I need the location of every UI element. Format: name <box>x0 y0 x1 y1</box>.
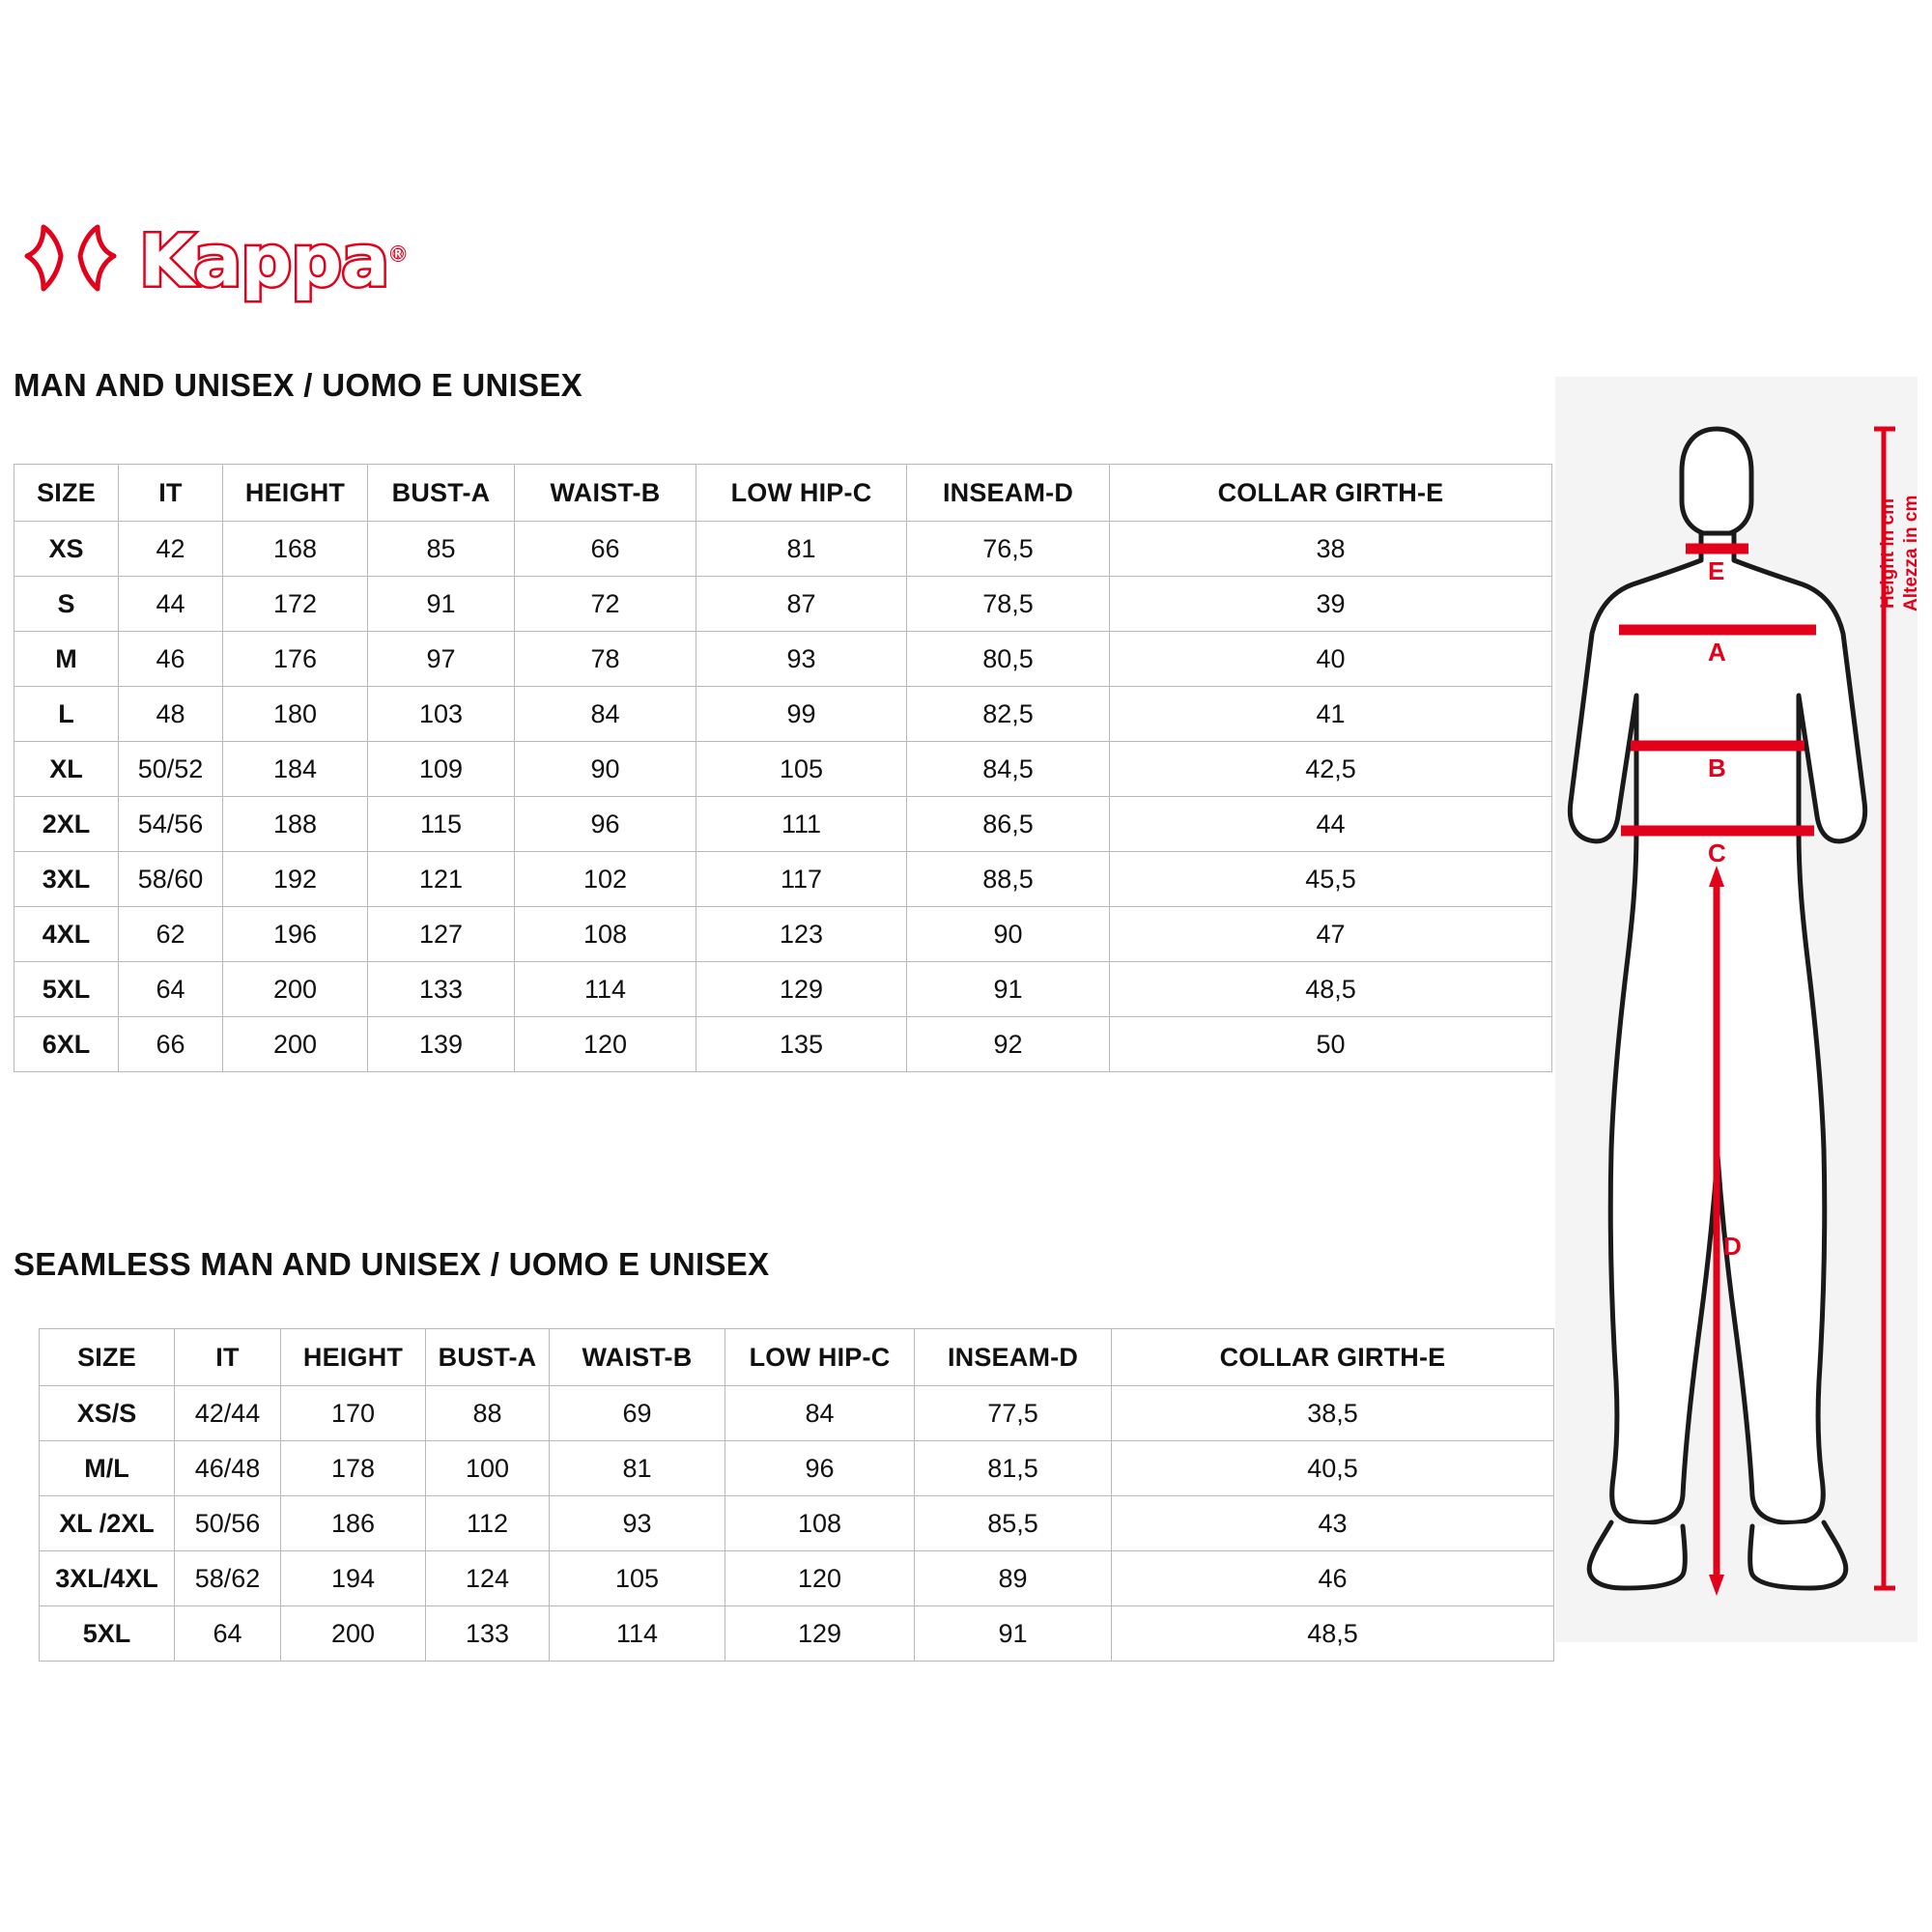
cell-collar-girth: 50 <box>1110 1017 1552 1072</box>
cell-low-hip: 96 <box>725 1441 915 1496</box>
table-row <box>14 577 1552 632</box>
cell-inseam: 78,5 <box>907 577 1110 632</box>
cell-height: 200 <box>281 1606 426 1662</box>
registered-mark: ® <box>388 242 408 267</box>
column-header: INSEAM-D <box>907 465 1110 522</box>
cell-low-hip: 129 <box>725 1606 915 1662</box>
brand-logo <box>14 214 526 301</box>
cell-bust: 91 <box>368 577 515 632</box>
cell-it: 58/60 <box>119 852 223 907</box>
table-row <box>14 742 1552 797</box>
table-row <box>40 1551 1554 1606</box>
cell-collar-girth: 38 <box>1110 522 1552 577</box>
cell-inseam: 90 <box>907 907 1110 962</box>
cell-low-hip: 135 <box>696 1017 907 1072</box>
column-header: HEIGHT <box>223 465 368 522</box>
cell-inseam: 91 <box>907 962 1110 1017</box>
cell-bust: 133 <box>426 1606 550 1662</box>
cell-collar-girth: 44 <box>1110 797 1552 852</box>
cell-it: 44 <box>119 577 223 632</box>
cell-height: 186 <box>281 1496 426 1551</box>
cell-bust: 109 <box>368 742 515 797</box>
cell-bust: 100 <box>426 1441 550 1496</box>
section-title-man-unisex: MAN AND UNISEX / UOMO E UNISEX <box>14 367 582 403</box>
cell-height: 200 <box>223 962 368 1017</box>
cell-inseam: 84,5 <box>907 742 1110 797</box>
column-header: WAIST-B <box>550 1329 725 1386</box>
cell-low-hip: 81 <box>696 522 907 577</box>
cell-collar-girth: 40 <box>1110 632 1552 687</box>
cell-waist: 78 <box>515 632 696 687</box>
cell-bust: 127 <box>368 907 515 962</box>
cell-it: 66 <box>119 1017 223 1072</box>
table-row <box>40 1441 1554 1496</box>
cell-size: 5XL <box>14 962 119 1017</box>
cell-waist: 84 <box>515 687 696 742</box>
cell-waist: 66 <box>515 522 696 577</box>
column-header: COLLAR GIRTH-E <box>1110 465 1552 522</box>
cell-size: 5XL <box>40 1606 175 1662</box>
table-row <box>40 1496 1554 1551</box>
cell-collar-girth: 41 <box>1110 687 1552 742</box>
cell-it: 64 <box>175 1606 281 1662</box>
cell-inseam: 86,5 <box>907 797 1110 852</box>
table-row <box>14 632 1552 687</box>
column-header: SIZE <box>14 465 119 522</box>
column-header: BUST-A <box>426 1329 550 1386</box>
table-row <box>14 962 1552 1017</box>
column-header: BUST-A <box>368 465 515 522</box>
cell-waist: 114 <box>515 962 696 1017</box>
cell-waist: 96 <box>515 797 696 852</box>
cell-size: S <box>14 577 119 632</box>
cell-collar-girth: 48,5 <box>1110 962 1552 1017</box>
cell-collar-girth: 45,5 <box>1110 852 1552 907</box>
cell-height: 172 <box>223 577 368 632</box>
cell-collar-girth: 47 <box>1110 907 1552 962</box>
cell-collar-girth: 42,5 <box>1110 742 1552 797</box>
cell-inseam: 81,5 <box>915 1441 1112 1496</box>
cell-size: 4XL <box>14 907 119 962</box>
column-header: HEIGHT <box>281 1329 426 1386</box>
column-header: LOW HIP-C <box>725 1329 915 1386</box>
cell-it: 48 <box>119 687 223 742</box>
cell-size: 2XL <box>14 797 119 852</box>
cell-size: M <box>14 632 119 687</box>
cell-low-hip: 120 <box>725 1551 915 1606</box>
marker-A: A <box>1708 638 1726 667</box>
cell-height: 178 <box>281 1441 426 1496</box>
cell-size: M/L <box>40 1441 175 1496</box>
cell-low-hip: 129 <box>696 962 907 1017</box>
cell-size: 6XL <box>14 1017 119 1072</box>
cell-low-hip: 105 <box>696 742 907 797</box>
cell-inseam: 76,5 <box>907 522 1110 577</box>
cell-it: 42/44 <box>175 1386 281 1441</box>
cell-height: 184 <box>223 742 368 797</box>
cell-size: XL <box>14 742 119 797</box>
height-label-it: Altezza in cm <box>1901 495 1921 611</box>
cell-waist: 114 <box>550 1606 725 1662</box>
table-row <box>14 797 1552 852</box>
cell-inseam: 80,5 <box>907 632 1110 687</box>
cell-height: 168 <box>223 522 368 577</box>
cell-waist: 93 <box>550 1496 725 1551</box>
cell-height: 170 <box>281 1386 426 1441</box>
cell-waist: 108 <box>515 907 696 962</box>
column-header: IT <box>175 1329 281 1386</box>
cell-bust: 115 <box>368 797 515 852</box>
cell-waist: 105 <box>550 1551 725 1606</box>
cell-bust: 88 <box>426 1386 550 1441</box>
cell-waist: 69 <box>550 1386 725 1441</box>
cell-it: 46/48 <box>175 1441 281 1496</box>
cell-bust: 124 <box>426 1551 550 1606</box>
cell-waist: 90 <box>515 742 696 797</box>
cell-it: 46 <box>119 632 223 687</box>
cell-low-hip: 117 <box>696 852 907 907</box>
column-header: INSEAM-D <box>915 1329 1112 1386</box>
table-header-row <box>14 465 1552 522</box>
column-header: SIZE <box>40 1329 175 1386</box>
table-row <box>14 1017 1552 1072</box>
cell-inseam: 77,5 <box>915 1386 1112 1441</box>
table-row <box>40 1386 1554 1441</box>
cell-inseam: 82,5 <box>907 687 1110 742</box>
cell-low-hip: 93 <box>696 632 907 687</box>
cell-collar-girth: 39 <box>1110 577 1552 632</box>
cell-height: 200 <box>223 1017 368 1072</box>
cell-inseam: 89 <box>915 1551 1112 1606</box>
cell-collar-girth: 48,5 <box>1112 1606 1554 1662</box>
cell-waist: 120 <box>515 1017 696 1072</box>
cell-it: 42 <box>119 522 223 577</box>
table-row <box>14 687 1552 742</box>
cell-waist: 81 <box>550 1441 725 1496</box>
cell-size: XS <box>14 522 119 577</box>
cell-height: 188 <box>223 797 368 852</box>
cell-bust: 103 <box>368 687 515 742</box>
table-row <box>14 907 1552 962</box>
cell-waist: 102 <box>515 852 696 907</box>
cell-inseam: 88,5 <box>907 852 1110 907</box>
cell-bust: 121 <box>368 852 515 907</box>
table-row <box>40 1606 1554 1662</box>
cell-size: 3XL/4XL <box>40 1551 175 1606</box>
cell-it: 50/52 <box>119 742 223 797</box>
cell-low-hip: 111 <box>696 797 907 852</box>
cell-collar-girth: 43 <box>1112 1496 1554 1551</box>
cell-collar-girth: 38,5 <box>1112 1386 1554 1441</box>
marker-D: D <box>1723 1232 1742 1261</box>
cell-low-hip: 87 <box>696 577 907 632</box>
cell-size: 3XL <box>14 852 119 907</box>
kappa-logo-icon <box>14 223 128 293</box>
cell-height: 192 <box>223 852 368 907</box>
brand-name: Kappa® <box>139 219 408 303</box>
height-label-en: Height in cm <box>1878 497 1898 609</box>
size-table-man-unisex <box>14 464 1552 1072</box>
size-table-seamless-man-unisex <box>39 1328 1554 1662</box>
cell-low-hip: 84 <box>725 1386 915 1441</box>
measurement-figure-panel <box>1555 377 1921 1642</box>
male-body-measurement-diagram-icon <box>1555 377 1918 1642</box>
cell-size: L <box>14 687 119 742</box>
cell-low-hip: 99 <box>696 687 907 742</box>
cell-collar-girth: 40,5 <box>1112 1441 1554 1496</box>
cell-waist: 72 <box>515 577 696 632</box>
marker-B: B <box>1708 753 1726 782</box>
cell-height: 196 <box>223 907 368 962</box>
cell-collar-girth: 46 <box>1112 1551 1554 1606</box>
cell-size: XL /2XL <box>40 1496 175 1551</box>
cell-it: 50/56 <box>175 1496 281 1551</box>
cell-low-hip: 108 <box>725 1496 915 1551</box>
column-header: COLLAR GIRTH-E <box>1112 1329 1554 1386</box>
marker-E: E <box>1708 556 1725 585</box>
column-header: LOW HIP-C <box>696 465 907 522</box>
cell-inseam: 91 <box>915 1606 1112 1662</box>
marker-C: C <box>1708 838 1726 867</box>
cell-bust: 85 <box>368 522 515 577</box>
cell-bust: 133 <box>368 962 515 1017</box>
cell-inseam: 92 <box>907 1017 1110 1072</box>
cell-bust: 112 <box>426 1496 550 1551</box>
cell-it: 64 <box>119 962 223 1017</box>
column-header: IT <box>119 465 223 522</box>
table-row <box>14 852 1552 907</box>
table-row <box>14 522 1552 577</box>
table-header-row <box>40 1329 1554 1386</box>
cell-height: 180 <box>223 687 368 742</box>
column-header: WAIST-B <box>515 465 696 522</box>
cell-it: 62 <box>119 907 223 962</box>
cell-bust: 97 <box>368 632 515 687</box>
cell-bust: 139 <box>368 1017 515 1072</box>
cell-inseam: 85,5 <box>915 1496 1112 1551</box>
cell-it: 58/62 <box>175 1551 281 1606</box>
cell-height: 176 <box>223 632 368 687</box>
cell-height: 194 <box>281 1551 426 1606</box>
cell-size: XS/S <box>40 1386 175 1441</box>
cell-low-hip: 123 <box>696 907 907 962</box>
section-title-seamless-man-unisex: SEAMLESS MAN AND UNISEX / UOMO E UNISEX <box>14 1246 770 1282</box>
cell-it: 54/56 <box>119 797 223 852</box>
